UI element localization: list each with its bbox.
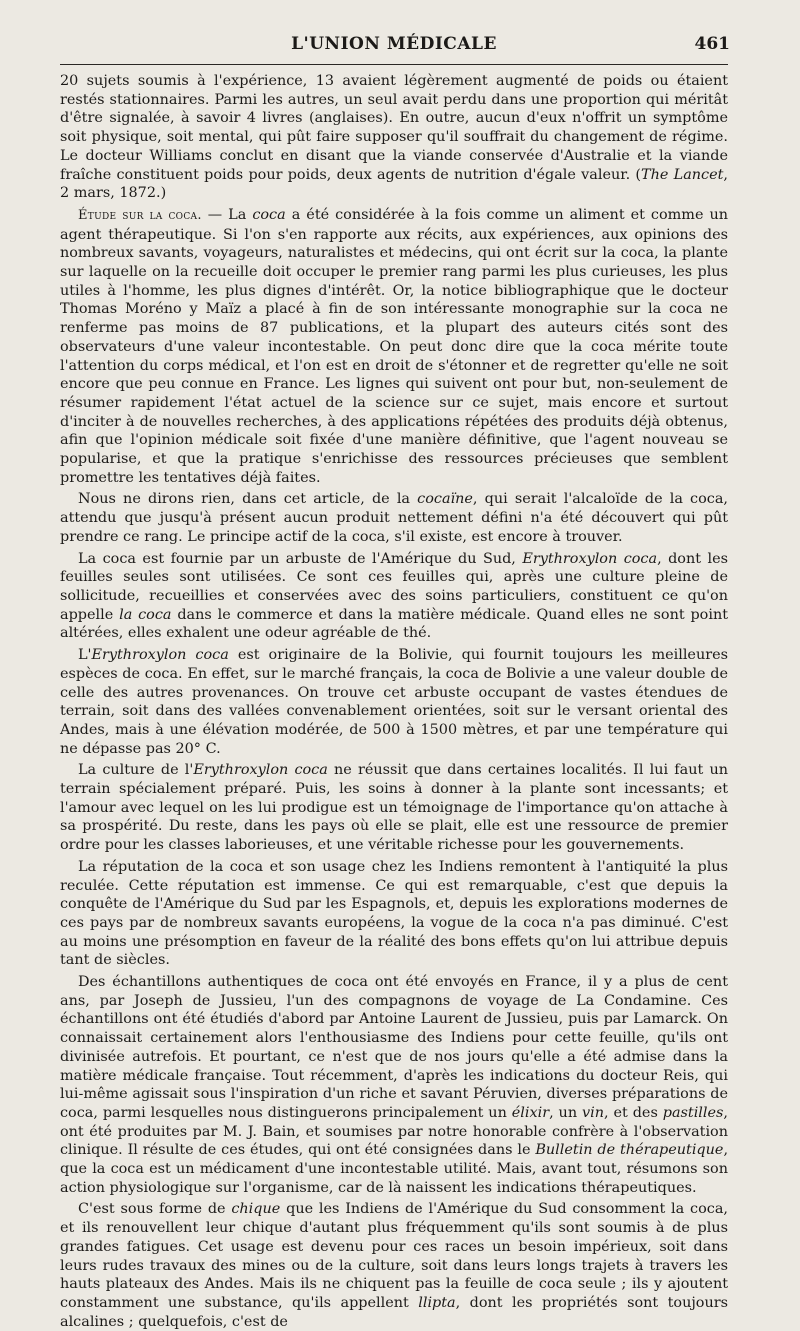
paragraph-p3 xyxy=(60,490,728,546)
italic-text: la coca xyxy=(119,606,172,623)
text-run: 20 sujets soumis à l'expérience, 13 avaient légèrement augmenté de poids ou étaient restés stationnaires. Parmi les autres, un seul avait perdu dans une proportion qui méritât d'être signalée, à savoir 4 livres (anglaises). En outre, aucun d'eux n'offrit un symptôme soit physique, soit mental, qui pût faire supposer qu'il souffrait du changement de régime. Le docteur Williams conclut en disant que la viande conservée d'Australie et la viande fraîche constituent poids pour poids, deux agents de nutrition d'égale valeur. ( xyxy=(60,73,728,183)
article-body xyxy=(60,72,728,1331)
paragraph-p2 xyxy=(60,206,728,488)
text-run: ne réussit que dans certaines localités. Il lui faut un terrain spécialement préparé. Puis, les soins à donner à la plante sont incessants; et l'amour avec lequel on les lui prodigue est un témoignage de l'importance qu'on attache à sa prospérité. Du reste, dans les pays où elle se plait, elle est une ressource de premier ordre pour les classes laborieuses, et une véritable richesse pour les gouvernements. xyxy=(60,762,728,854)
text-run: Des échantillons authentiques de coca ont été envoyés en France, il y a plus de cent ans, par Joseph de Jussieu, l'un des compagnons de voyage de La Condamine. Ces échantillons ont été étudiés d'abord par Antoine Laurent de Jussieu, puis par Lamarck. On connaissait certainement alors l'enthousiasme des Indiens pour cette feuille, qu'ils ont divinisée autrefois. Et pourtant, ce n'est que de nos jours qu'elle a été admise dans la matière médicale française. Tout récemment, d'après les indications du docteur Reis, qui lui-même agissait sous l'inspiration d'un riche et savant Péruvien, diverses préparations de coca, parmi lesquelles nous distinguerons principalement un xyxy=(60,974,728,1121)
paragraph-p6 xyxy=(60,761,728,855)
text-run: , 2 mars, 1872.) xyxy=(60,166,728,202)
text-run: La réputation de la coca et son usage chez les Indiens remontent à l'antiquité la plus reculée. Cette réputation est immense. Ce qui est remarquable, c'est que depuis la conquête de l'Amérique du Sud par les Espagnols, et, depuis les explorations modernes de ces pays par de nombreux savants européens, la vogue de la coca n'a pas diminué. C'est au moins une présomption en faveur de la réalité des bons effets qu'on lui attribue depuis tant de siècles. xyxy=(60,858,728,969)
text-run: a été considérée à la fois comme un aliment et comme un agent thérapeutique. Si l'on s'en rapporte aux récits, aux expériences, aux opinions des nombreux savants, voyageurs, naturalistes et médecins, qui ont écrit sur la coca, la plante sur laquelle on la recueille doit occuper le premier rang parmi les plus curieuses, les plus utiles à l'homme, les plus dignes d'intérêt. Or, la notice bibliographique que le docteur Thomas Moréno y Maïz a placé à fin de son intéressante monographie sur la coca ne renferme pas moins de 87 publications, et la plupart des auteurs cités sont des observateurs d'une valeur incontestable. On peut donc dire que la coca mérite toute l'attention du corps médical, et l'on est en droit de s'étonner et de regretter qu'elle ne soit encore que peu connue en France. Les lignes qui suivent ont pour but, non-seulement de résumer rapidement l'état actuel de la science sur ce sujet, mais encore et surtout d'inciter à de nouvelles recherches, à des applications répétées des produits déjà obtenus, afin que l'opinion médicale soit fixée d'une manière définitive, que l'agent nouveau se popularise, et que la pratique s'enrichisse des ressources précieuses que semblent promettre les tentatives déjà faites. xyxy=(60,206,729,486)
paragraph-p1 xyxy=(60,72,728,203)
italic-text: cocaïne xyxy=(417,491,473,508)
paragraph-p4 xyxy=(60,550,728,644)
paragraph-p5 xyxy=(60,646,728,758)
italic-text: élixir xyxy=(511,1104,550,1121)
page-number: 461 xyxy=(694,34,730,54)
running-header xyxy=(60,30,728,65)
text-run: , dont les propriétés sont toujours alcalines ; quelquefois, c'est de xyxy=(60,1295,729,1330)
italic-text: Erythroxylon coca xyxy=(522,550,658,567)
italic-text: Bulletin de thérapeutique xyxy=(535,1142,724,1159)
paragraph-p9 xyxy=(60,1200,728,1331)
italic-text: llipta xyxy=(418,1295,456,1311)
text-run: , et des xyxy=(604,1104,663,1121)
text-run: est originaire de la Bolivie, qui fournit toujours les meilleures espèces de coca. En effet, sur le marché français, la coca de Bolivie a une valeur double de celle des autres provenances. On trouve cet arbuste occupant de vastes étendues de terrain, soit dans des vallées convenablement orientées, soit sur le versant oriental des Andes, mais à une élévation modérée, de 500 à 1500 mètres, et par une température qui ne dépasse pas 20° C. xyxy=(60,647,728,757)
italic-text: vin xyxy=(582,1104,605,1121)
italic-text: Erythroxylon coca xyxy=(193,762,328,779)
journal-title: L'UNION MÉDICALE xyxy=(291,34,497,54)
italic-text: Erythroxylon coca xyxy=(91,647,229,664)
section-heading: Étude sur la coca. xyxy=(78,207,202,223)
italic-text: chique xyxy=(231,1201,281,1218)
text-run: , que la coca est un médicament d'une incontestable utilité. Mais, avant tout, résumons son action physiologique sur l'organisme, car de là naissent les indications thérapeutiques. xyxy=(60,1142,729,1196)
italic-text: coca xyxy=(252,206,286,223)
text-run: Nous ne dirons rien, dans cet article, de la xyxy=(78,491,418,508)
italic-text: pastilles xyxy=(662,1104,724,1121)
text-run: que les Indiens de l'Amérique du Sud consomment la coca, et ils renouvellent leur chique d'autant plus fréquemment qu'ils sont soumis à de plus grandes fatigues. Cet usage est devenu pour ces races un besoin impérieux, soit dans leurs rudes travaux des mines ou de la culture, soit dans leurs longs trajets à travers les hauts plateaux des Andes. Mais ils ne chiquent pas la feuille de coca seule ; ils y ajoutent constamment une substance, qu'ils appellent xyxy=(60,1201,728,1311)
text-run: , un xyxy=(549,1104,583,1121)
text-run: , dont les feuilles seules sont utilisées. Ce sont ces feuilles qui, après une culture pleine de sollicitude, recueillies et conservées avec des soins particuliers, constituent ce qu'on appelle xyxy=(60,550,728,623)
text-run: C'est sous forme de xyxy=(78,1201,232,1218)
text-run: L' xyxy=(78,647,92,664)
text-run: , ont été produites par M. J. Bain, et soumises par notre honorable confrère à l'observation clinique. Il résulte de ces études, qui ont été consignées dans le xyxy=(60,1104,728,1159)
text-run: , qui serait l'alcaloïde de la coca, attendu que jusqu'à présent aucun produit nettement défini n'a été découvert qui pût prendre ce rang. Le principe actif de la coca, s'il existe, est encore à trouver. xyxy=(60,491,728,545)
text-run: La culture de l' xyxy=(78,762,194,779)
text-run: La coca est fournie par un arbuste de l'Amérique du Sud, xyxy=(78,550,523,567)
paragraph-p7 xyxy=(60,858,728,970)
paragraph-p8 xyxy=(60,973,728,1197)
italic-text: The Lancet xyxy=(641,166,724,183)
text-run: — La xyxy=(201,206,253,223)
text-run: dans le commerce et dans la matière médicale. Quand elles ne sont point altérées, elles exhalent une odeur agréable de thé. xyxy=(60,606,728,642)
